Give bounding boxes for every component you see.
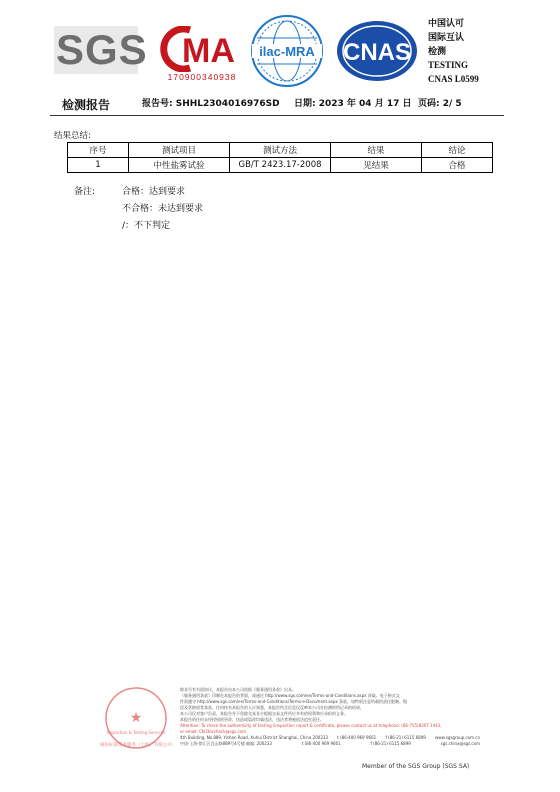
address-cn: 中国·上海·徐汇区宜山路889号4号楼 邮编: 200233: [180, 741, 272, 746]
address-en: 4th Building, No.889, Yishan Road, Xuhui District Shanghai, China 200233: [180, 735, 328, 740]
column-header: 结论: [422, 143, 493, 158]
cma-logo-text: MA: [182, 32, 235, 70]
table-cell: 见结果: [331, 158, 422, 173]
footer-alert-email: or email: CN.Doccheck@sgs.com: [180, 729, 247, 734]
cma-mark-icon: [160, 26, 244, 72]
footer-terms: [180, 687, 480, 747]
ilac-globe-icon: [250, 14, 324, 88]
footer-address-cn: [180, 741, 480, 747]
note-item: /：不下判定: [122, 221, 171, 231]
tel-en: t (86-400 969 9661: [337, 735, 377, 740]
report-header-line: [62, 96, 498, 114]
footer-line: 偿及管辖权等条款。任何持有本报告的人应知悉，本报告所含信息仅反映本公司在检测时所记录的结果，: [180, 705, 364, 710]
ilac-mra-logo: [250, 14, 324, 88]
member-note: Member of the SGS Group (SGS SA): [362, 763, 470, 770]
cnas-logo: [334, 18, 420, 84]
web-en: www.sgsgroup.com.cn: [435, 735, 480, 740]
cert-line: CNAS L0599: [428, 74, 479, 84]
company-seal: [96, 684, 176, 754]
report-number: 报告号: SHHL2304016976SD: [142, 99, 280, 109]
column-header: 测试项目: [129, 143, 230, 158]
fax-cn: f (86-21) 6115 6899: [370, 741, 411, 746]
footer-alert: Attention: To check the authenticity of testing /inspection report & certificate, please contact us at telephone: (86-755)8307 1443,: [180, 723, 442, 728]
sgs-logo-text: SGS: [56, 26, 148, 73]
table-cell: 1: [68, 158, 129, 173]
cert-line: 国际互认: [428, 32, 465, 42]
sgs-logo: [54, 26, 148, 78]
header-divider: [50, 115, 504, 116]
seal-sub: Inspection & Testing Services: [106, 730, 166, 735]
cert-line: 检测: [428, 46, 447, 56]
svg-text:★: ★: [129, 710, 143, 726]
cert-line: 中国认可: [428, 18, 465, 28]
cma-code: 170900340938: [167, 72, 237, 82]
footer-line: 本公司仅对客户负责，本报告并不免除交易各方根据交易文件所应享有的权利和应承担的义务。: [180, 711, 348, 716]
footer-line: 件需遵守 http://www.sgs.com/en/Terms-and-Conditions/Terms-e-Document.aspx 条款，请特别注意所载的责任限制、赔: [180, 699, 408, 704]
cnas-mark-icon: [334, 18, 420, 84]
column-header: 序号: [68, 143, 129, 158]
cma-logo: [160, 26, 244, 84]
footer-line: 本报告的任何未经授权的更改、伪造或篡改均属违法，违法者将被依法追究责任。: [180, 717, 324, 722]
table-cell: 合格: [422, 158, 493, 173]
column-header: 结果: [331, 143, 422, 158]
web-cn: sgs.china@sgs.com: [440, 741, 480, 746]
tel-cn: t (86-400 969 9661: [301, 741, 341, 746]
cert-line: TESTING: [428, 60, 469, 70]
ilac-logo-text: ilac-MRA: [259, 44, 315, 59]
notes-label: 备注:: [74, 187, 96, 197]
column-header: 测试方法: [230, 143, 331, 158]
note-item: 不合格：未达到要求: [122, 204, 204, 214]
report-date: 日期: 2023 年 04 月 17 日: [294, 99, 412, 109]
table-row: [68, 158, 493, 173]
table-header-row: [68, 143, 493, 158]
table-cell: GB/T 2423.17-2008: [230, 158, 331, 173]
footer-line: 除非另有书面协议，本报告由本公司依据《服务通用条款》出具。: [180, 687, 296, 692]
table-cell: 中性盐雾试验: [129, 158, 230, 173]
summary-label: 结果总结:: [54, 131, 91, 141]
cnas-logo-text: CNAS: [342, 39, 412, 66]
seal-text: 通标标准技术服务（上海）有限公司: [100, 743, 172, 748]
note-item: 合格：达到要求: [122, 187, 186, 197]
footer-line: （服务通用条款）印制在本报告的背面，或通过 http://www.sgs.com/en/Terms-and-Conditions.aspx 获取。电子格式文: [180, 693, 400, 698]
seal-stamp-icon: [96, 684, 176, 754]
report-title: 检测报告: [62, 98, 111, 112]
fax-en: f (86-21) 6115 6899: [385, 735, 426, 740]
page-number: 页码: 2/ 5: [418, 99, 462, 109]
results-table: [67, 142, 493, 173]
accreditation-text: [428, 16, 479, 86]
